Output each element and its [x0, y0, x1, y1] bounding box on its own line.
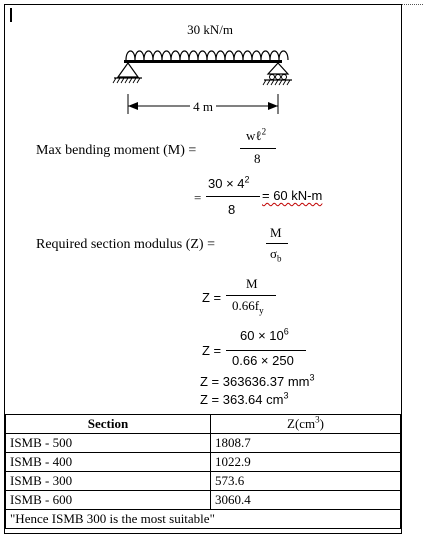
moment-calc-numerator: $30 \times 4^2$ — [208, 174, 250, 191]
fraction-bar — [206, 196, 260, 197]
section-table — [5, 414, 401, 529]
table-row — [6, 434, 401, 453]
roller-support — [268, 63, 288, 74]
moment-formula-numerator: wℓ$^2$ — [246, 126, 267, 143]
section-cell: ISMB - 600 — [6, 491, 211, 510]
z-equals: Z = — [202, 290, 222, 305]
distributed-load — [126, 51, 288, 60]
z-numerator: M — [246, 276, 258, 291]
table-header-row — [6, 415, 401, 434]
beam — [124, 60, 282, 63]
moment-calc-denominator: 8 — [228, 202, 236, 217]
z-result-mm: Z = 363636.37 $mm^3$ — [200, 372, 315, 389]
section-header: Section — [6, 415, 211, 434]
fraction-bar — [240, 148, 276, 149]
z-cell: 1808.7 — [211, 434, 401, 453]
text-cursor — [10, 8, 12, 22]
z-result-cm: Z = 363.64 $cm^3$ — [200, 390, 289, 407]
page-edge — [402, 4, 423, 5]
table-conclusion-row — [6, 510, 401, 529]
section-cell: ISMB - 300 — [6, 472, 211, 491]
z-calc-denominator: 0.66 × 250 — [232, 353, 294, 368]
moment-result: = 60 kN-m — [262, 188, 323, 203]
table-row — [6, 472, 401, 491]
z-cell: 573.6 — [211, 472, 401, 491]
span-label: 4 m — [193, 99, 213, 114]
section-cell: ISMB - 400 — [6, 453, 211, 472]
z-cell: 3060.4 — [211, 491, 401, 510]
z-header: $Z(cm^3)$ — [211, 415, 401, 434]
z-denominator: $0.66f_y$ — [232, 298, 264, 316]
table-row — [6, 491, 401, 510]
pin-support — [118, 63, 138, 77]
conclusion-text: "Hence ISMB 300 is the most suitable" — [6, 510, 401, 529]
load-label: 30 kN/m — [187, 22, 233, 37]
max-moment-label: Max bending moment (M) = — [36, 143, 197, 158]
fraction-bar — [226, 350, 306, 351]
table-row — [6, 453, 401, 472]
section-cell: ISMB - 500 — [6, 434, 211, 453]
fraction-bar — [266, 243, 288, 244]
modulus-numerator: M — [270, 225, 282, 240]
z-cell: 1022.9 — [211, 453, 401, 472]
required-modulus-label: Required section modulus (Z) = — [36, 237, 215, 252]
moment-formula-denominator: 8 — [254, 151, 261, 166]
z-calc-numerator: $60 \times 10^6$ — [240, 326, 289, 343]
equals-sign: = — [194, 190, 202, 205]
z-equals: Z = — [202, 343, 222, 358]
modulus-denominator: $\sigma_b$ — [270, 246, 282, 264]
fraction-bar — [226, 295, 276, 296]
beam-diagram — [110, 18, 310, 118]
